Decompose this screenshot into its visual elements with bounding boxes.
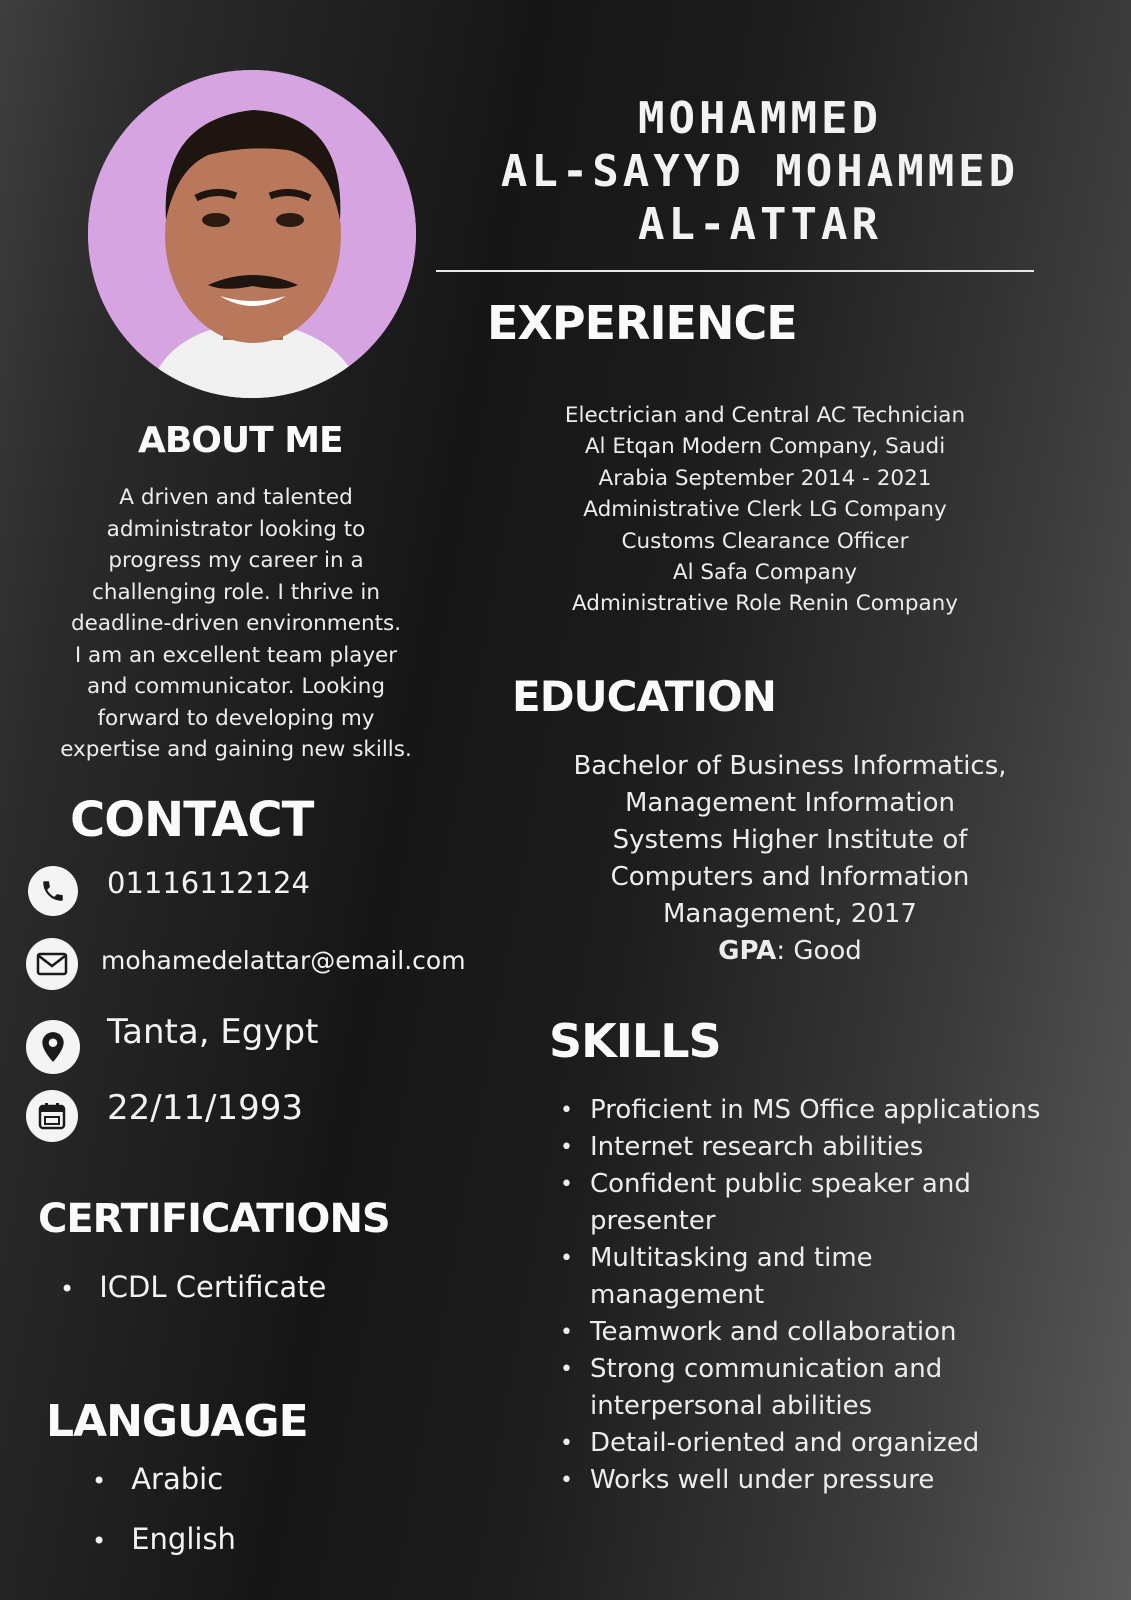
about-text	[44, 482, 428, 766]
about-line: expertise and gaining new skills.	[60, 737, 412, 762]
skill-line: • Multitasking and time	[590, 1243, 873, 1273]
skill-line: management	[590, 1280, 765, 1310]
skill-line: • Confident public speaker and	[590, 1169, 971, 1199]
certification-label: ICDL Certificate	[99, 1270, 327, 1304]
certification-item	[60, 1270, 326, 1304]
name-line-3: AL-ATTAR	[638, 199, 882, 250]
skill-line: • Strong communication and	[590, 1354, 943, 1384]
skill-line: • Works well under pressure	[590, 1465, 935, 1495]
email-address[interactable]: mohamedelattar@email.com	[101, 946, 466, 975]
about-line: A driven and talented	[119, 485, 353, 510]
portrait-illustration	[88, 70, 416, 398]
about-line: challenging role. I thrive in	[92, 579, 380, 605]
certifications-heading: CERTIFICATIONS	[38, 1196, 390, 1242]
experience-line: Administrative Clerk LG Company	[583, 497, 947, 523]
skill-line: • Proficient in MS Office applications	[590, 1095, 1041, 1125]
experience-line: Arabia September 2014 - 2021	[598, 465, 932, 491]
birthdate-text: 22/11/1993	[107, 1088, 303, 1128]
skill-item	[560, 1462, 1080, 1499]
experience-heading: EXPERIENCE	[487, 296, 797, 350]
header-divider	[436, 270, 1034, 272]
skill-item	[560, 1129, 1080, 1166]
language-label: Arabic	[131, 1462, 224, 1496]
skill-item	[560, 1166, 1080, 1240]
experience-line: Al Safa Company	[672, 560, 858, 586]
candidate-name	[430, 92, 1090, 251]
experience-line: Administrative Role Renin Company	[571, 591, 959, 617]
education-line: Management Information	[624, 788, 956, 818]
profile-photo	[88, 70, 416, 398]
education-heading: EDUCATION	[512, 672, 776, 721]
phone-number[interactable]: 01116112124	[107, 866, 310, 900]
language-heading: LANGUAGE	[46, 1396, 308, 1447]
about-line: forward to developing my	[97, 705, 375, 731]
education-text	[545, 748, 1035, 970]
about-line: administrator looking to	[106, 516, 366, 542]
skill-item	[560, 1092, 1080, 1129]
skill-line: interpersonal abilities	[590, 1391, 873, 1421]
name-line-2: AL-SAYYD MOHAMMED	[500, 146, 1020, 197]
skills-list	[560, 1092, 1080, 1499]
education-line: Management, 2017	[663, 899, 917, 929]
skill-line: • Detail-oriented and organized	[590, 1428, 980, 1458]
gpa-value: : Good	[776, 936, 862, 966]
skill-line: presenter	[590, 1206, 716, 1236]
mail-icon	[26, 938, 78, 990]
calendar-icon	[26, 1090, 78, 1142]
skill-item	[560, 1351, 1080, 1425]
education-line: Systems Higher Institute of	[612, 825, 968, 855]
contact-heading: CONTACT	[70, 792, 314, 848]
experience-line: Al Etqan Modern Company, Saudi	[584, 434, 946, 460]
education-line: Bachelor of Business Informatics,	[573, 751, 1007, 781]
skill-item	[560, 1314, 1080, 1351]
education-line: Computers and Information	[610, 862, 970, 892]
about-line: deadline-driven environments.	[70, 611, 402, 636]
language-item	[92, 1462, 223, 1496]
experience-line: Electrician and Central AC Technician	[564, 403, 966, 428]
about-line: and communicator. Looking	[86, 674, 386, 699]
language-item	[92, 1522, 236, 1556]
about-heading: ABOUT ME	[138, 420, 343, 461]
skill-line: • Internet research abilities	[590, 1132, 924, 1162]
location-text: Tanta, Egypt	[107, 1012, 319, 1052]
about-line: I am an excellent team player	[74, 642, 398, 668]
location-pin-icon	[26, 1020, 80, 1074]
skill-line: • Teamwork and collaboration	[590, 1317, 957, 1347]
skill-item	[560, 1240, 1080, 1314]
experience-line: Customs Clearance Officer	[621, 528, 909, 554]
name-line-1: MOHAMMED	[638, 93, 882, 144]
skills-heading: SKILLS	[549, 1014, 721, 1068]
gpa-line	[545, 933, 1035, 970]
phone-icon	[28, 866, 78, 916]
skill-item	[560, 1425, 1080, 1462]
gpa-label: GPA	[718, 936, 777, 966]
experience-text	[520, 400, 1010, 620]
about-line: progress my career in a	[108, 548, 364, 573]
language-label: English	[131, 1522, 236, 1556]
